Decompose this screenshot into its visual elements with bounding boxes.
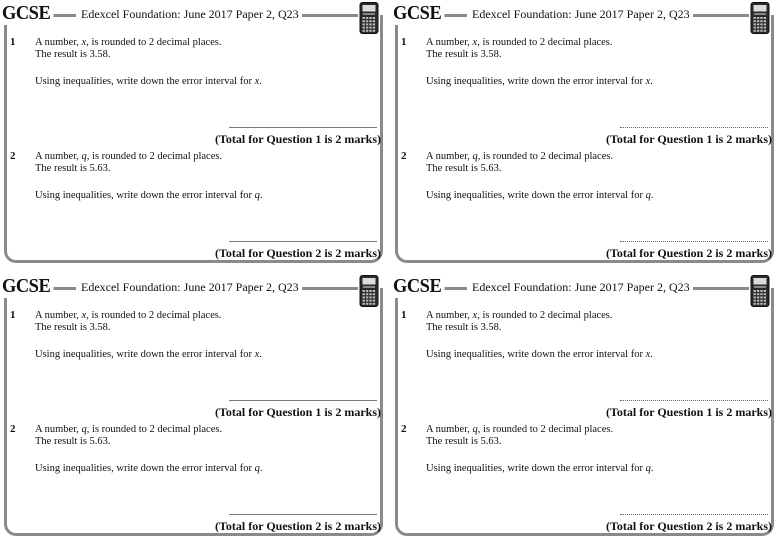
question-line: Using inequalities, write down the error interval for x.: [426, 76, 653, 87]
variable: q: [472, 424, 478, 435]
question-line: Using inequalities, write down the error interval for x.: [35, 349, 262, 360]
header-rule: [300, 14, 358, 17]
question-card: [391, 0, 776, 268]
question-line: A number, q, is rounded to 2 decimal places.: [426, 424, 614, 435]
header-rule: [300, 287, 358, 290]
question-total: (Total for Question 2 is 2 marks): [214, 246, 381, 260]
question-line: A number, x, is rounded to 2 decimal places.: [426, 37, 613, 48]
gcse-logo: GCSE: [393, 2, 445, 25]
question-number: 1: [401, 309, 407, 321]
variable: x: [81, 37, 87, 48]
variable: q: [645, 190, 651, 201]
question-number: 2: [401, 423, 407, 435]
question-number: 1: [401, 36, 407, 48]
question-line: Using inequalities, write down the error interval for x.: [35, 76, 262, 87]
gcse-logo: GCSE: [2, 2, 54, 25]
header-rule: [443, 14, 467, 17]
question-total: (Total for Question 1 is 2 marks): [214, 132, 381, 146]
header-rule: [52, 287, 76, 290]
answer-line[interactable]: [229, 400, 377, 401]
gcse-logo: GCSE: [393, 275, 445, 298]
variable: x: [81, 310, 87, 321]
question-line: The result is 5.63.: [426, 436, 502, 447]
question-total: (Total for Question 1 is 2 marks): [605, 405, 772, 419]
question-line: Using inequalities, write down the error interval for x.: [426, 349, 653, 360]
question-line: A number, q, is rounded to 2 decimal places.: [35, 424, 223, 435]
question-line: A number, x, is rounded to 2 decimal places.: [35, 37, 222, 48]
question-line: The result is 3.58.: [426, 322, 502, 333]
variable: q: [81, 424, 87, 435]
question-line: Using inequalities, write down the error interval for q.: [35, 463, 263, 474]
question-line: A number, q, is rounded to 2 decimal places.: [426, 151, 614, 162]
variable: q: [472, 151, 478, 162]
answer-line[interactable]: [620, 514, 768, 515]
question-total: (Total for Question 2 is 2 marks): [214, 519, 381, 533]
answer-line[interactable]: [620, 127, 768, 128]
variable: x: [645, 349, 651, 360]
answer-line[interactable]: [229, 514, 377, 515]
question-total: (Total for Question 2 is 2 marks): [605, 246, 772, 260]
question-number: 2: [10, 150, 16, 162]
question-line: The result is 3.58.: [35, 322, 111, 333]
variable: x: [472, 310, 478, 321]
header-rule: [691, 287, 749, 290]
variable: x: [472, 37, 478, 48]
answer-line[interactable]: [620, 400, 768, 401]
calculator-icon: [750, 2, 770, 34]
answer-line[interactable]: [229, 127, 377, 128]
question-line: Using inequalities, write down the error interval for q.: [35, 190, 263, 201]
question-line: The result is 5.63.: [35, 436, 111, 447]
question-line: The result is 3.58.: [35, 49, 111, 60]
answer-line[interactable]: [620, 241, 768, 242]
calculator-icon: [750, 275, 770, 307]
exam-source: Edexcel Foundation: June 2017 Paper 2, Q23: [469, 7, 693, 22]
question-line: The result is 3.58.: [426, 49, 502, 60]
question-card: [0, 0, 385, 268]
question-number: 1: [10, 309, 16, 321]
header-rule: [52, 14, 76, 17]
exam-source: Edexcel Foundation: June 2017 Paper 2, Q23: [78, 280, 302, 295]
question-number: 1: [10, 36, 16, 48]
exam-source: Edexcel Foundation: June 2017 Paper 2, Q23: [469, 280, 693, 295]
question-line: The result is 5.63.: [35, 163, 111, 174]
question-card: [0, 273, 385, 541]
question-card: [391, 273, 776, 541]
question-total: (Total for Question 1 is 2 marks): [605, 132, 772, 146]
variable: q: [254, 463, 260, 474]
calculator-icon: [359, 2, 379, 34]
question-number: 2: [401, 150, 407, 162]
question-number: 2: [10, 423, 16, 435]
variable: x: [254, 76, 260, 87]
exam-source: Edexcel Foundation: June 2017 Paper 2, Q23: [78, 7, 302, 22]
question-total: (Total for Question 2 is 2 marks): [605, 519, 772, 533]
question-line: The result is 5.63.: [426, 163, 502, 174]
question-total: (Total for Question 1 is 2 marks): [214, 405, 381, 419]
gcse-logo: GCSE: [2, 275, 54, 298]
question-line: Using inequalities, write down the error interval for q.: [426, 190, 654, 201]
variable: x: [254, 349, 260, 360]
question-line: Using inequalities, write down the error interval for q.: [426, 463, 654, 474]
header-rule: [691, 14, 749, 17]
calculator-icon: [359, 275, 379, 307]
header-rule: [443, 287, 467, 290]
variable: x: [645, 76, 651, 87]
answer-line[interactable]: [229, 241, 377, 242]
question-line: A number, x, is rounded to 2 decimal places.: [35, 310, 222, 321]
variable: q: [81, 151, 87, 162]
variable: q: [254, 190, 260, 201]
question-line: A number, x, is rounded to 2 decimal places.: [426, 310, 613, 321]
question-line: A number, q, is rounded to 2 decimal places.: [35, 151, 223, 162]
variable: q: [645, 463, 651, 474]
